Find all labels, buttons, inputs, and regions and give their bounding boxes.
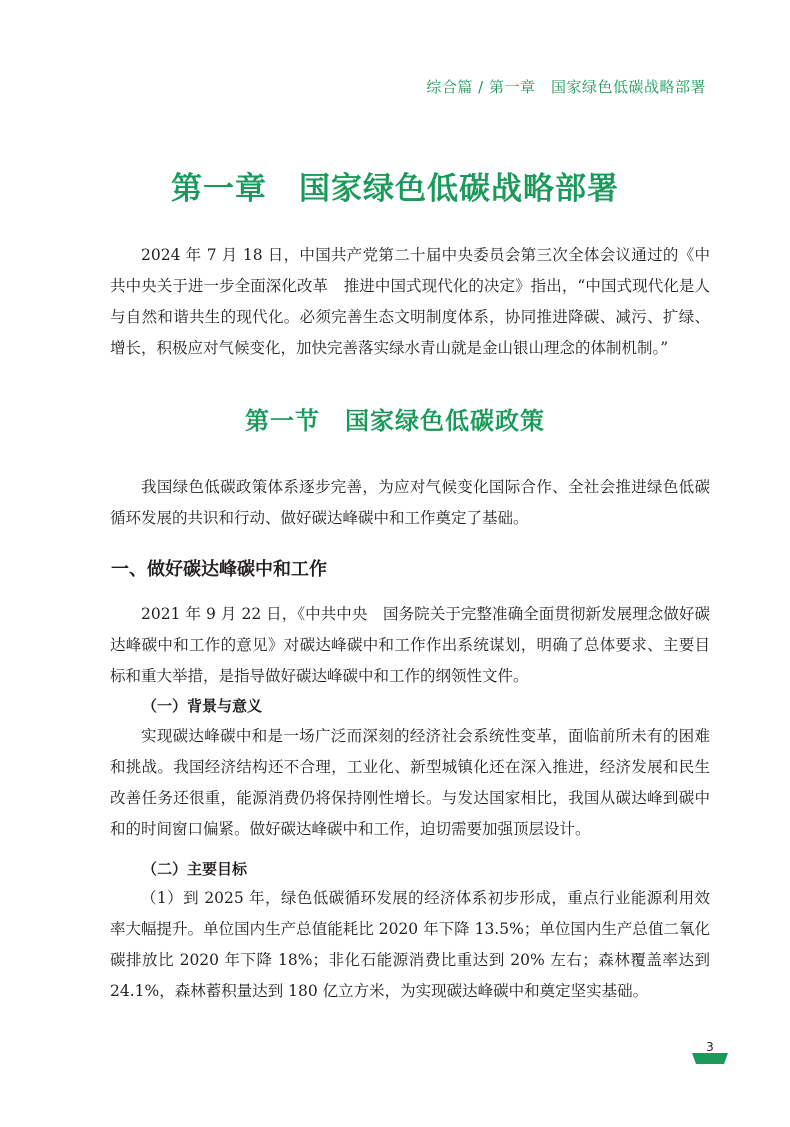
- page-folio: [690, 1036, 730, 1066]
- sub2-paragraph: （1）到 2025 年，绿色低碳循环发展的经济体系初步形成，重点行业能源利用效率大幅提升。单位国内生产总值能耗比 2020 年下降 13.5%；单位国内生产总值二氧化碳排放比 2020 年下降 18%；非化石能源消费比重达到 20% 左右；森林覆盖率达到 24.1%，森林蓄积量达到 180 亿立方米，为实现碳达峰碳中和奠定坚实基础。: [110, 889, 710, 1000]
- section-title: 第一节 国家绿色低碳政策: [245, 407, 545, 435]
- sub1-paragraph: 实现碳达峰碳中和是一场广泛而深刻的经济社会系统性变革，面临前所未有的困难和挑战。我国经济结构还不合理，工业化、新型城镇化还在深入推进，经济发展和民生改善任务还很重，能源消费仍将保持刚性增长。与发达国家相比，我国从碳达峰到碳中和的时间窗口偏紧。做好碳达峰碳中和工作，迫切需要加强顶层设计。: [110, 727, 710, 838]
- running-header: 综合篇 / 第一章 国家绿色低碳战略部署: [426, 78, 706, 96]
- chapter-title: 第一章 国家绿色低碳战略部署: [171, 171, 619, 207]
- part1-heading: 一、做好碳达峰碳中和工作: [111, 559, 327, 580]
- chapter-intro-paragraph: 2024 年 7 月 18 日，中国共产党第二十届中央委员会第三次全体会议通过的《中共中央关于进一步全面深化改革 推进中国式现代化的决定》指出，“中国式现代化是人与自然和谐共生的现代化。必须完善生态文明制度体系，协同推进降碳、减污、扩绿、增长，积极应对气候变化，加快完善落实绿水青山就是金山银山理念的体制机制。”: [110, 246, 710, 357]
- page-number: 3: [706, 1040, 714, 1054]
- sub2-heading: （二）主要目标: [142, 860, 248, 878]
- sub1-heading: （一）背景与意义: [142, 697, 263, 715]
- part1-paragraph: 2021 年 9 月 22 日，《中共中央 国务院关于完整准确全面贯彻新发展理念做好碳达峰碳中和工作的意见》对碳达峰碳中和工作作出系统谋划，明确了总体要求、主要目标和重大举措，是指导做好碳达峰碳中和工作的纲领性文件。: [110, 605, 710, 685]
- section-intro-paragraph: 我国绿色低碳政策体系逐步完善，为应对气候变化国际合作、全社会推进绿色低碳循环发展的共识和行动、做好碳达峰碳中和工作奠定了基础。: [110, 478, 710, 527]
